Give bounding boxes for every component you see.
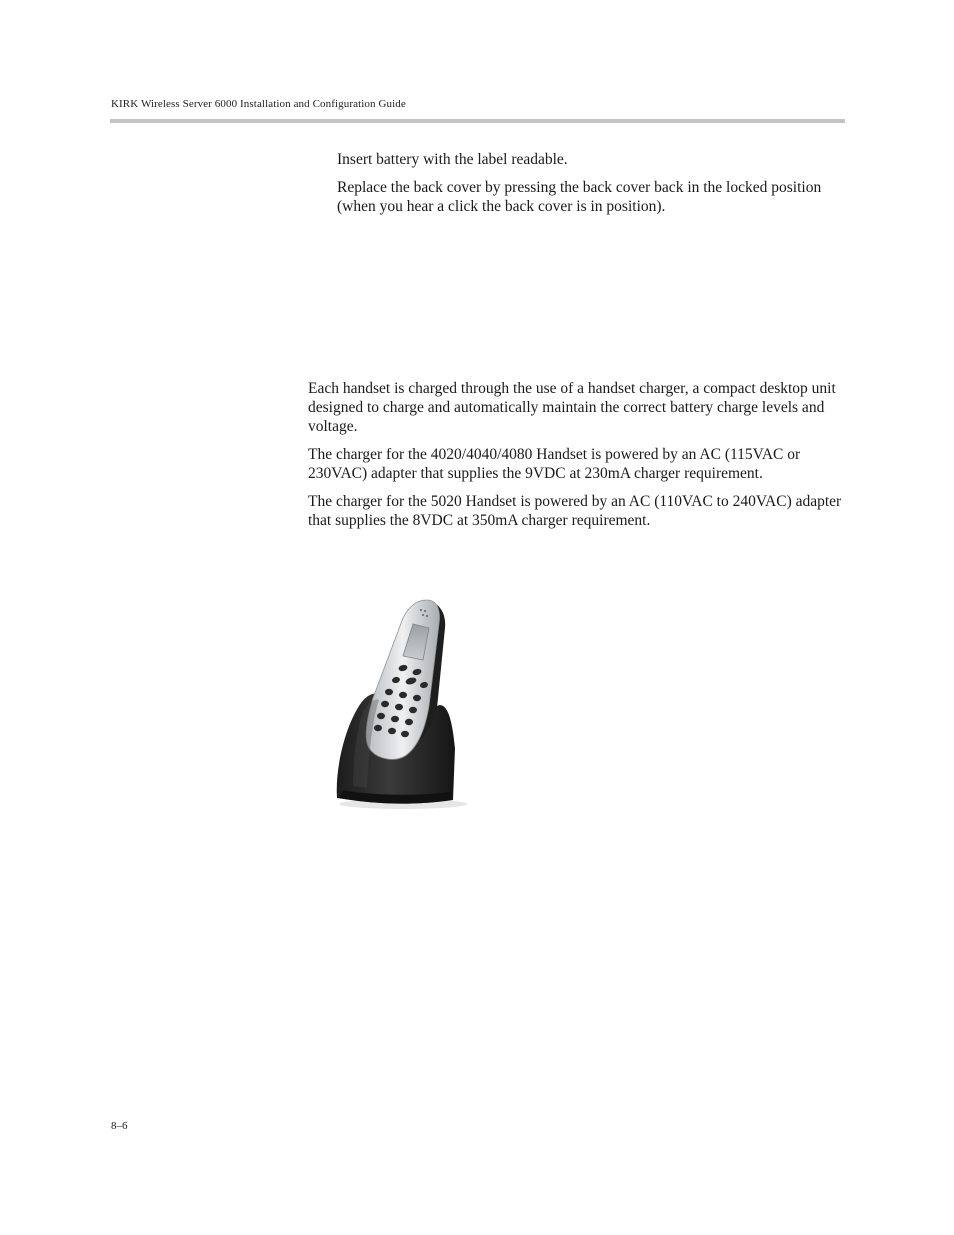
page-number: 8–6 (111, 1120, 128, 1132)
paragraph-charger-5020: The charger for the 5020 Handset is powered by an AC (110VAC to 240VAC) adapter that supplies the 8VDC at 350mA charger requirement. (308, 493, 842, 529)
header-rule (110, 119, 845, 123)
handset-charger-figure (333, 588, 483, 812)
paragraph-charger-4020: The charger for the 4020/4040/4080 Handset is powered by an AC (115VAC or 230VAC) adapter that supplies the 9VDC at 230mA charger requirement. (308, 446, 801, 482)
running-header: KIRK Wireless Server 6000 Installation and Configuration Guide (111, 98, 406, 110)
step-replace-back-cover: Replace the back cover by pressing the back cover back in the locked position (when you hear a click the back cover is in position). (337, 179, 822, 215)
step-insert-battery: Insert battery with the label readable. (337, 151, 568, 168)
paragraph-handset-charger: Each handset is charged through the use of a handset charger, a compact desktop unit designed to charge and automatically maintain the correct battery charge levels and voltage. (308, 380, 836, 435)
handset-in-charger-icon (333, 588, 483, 812)
